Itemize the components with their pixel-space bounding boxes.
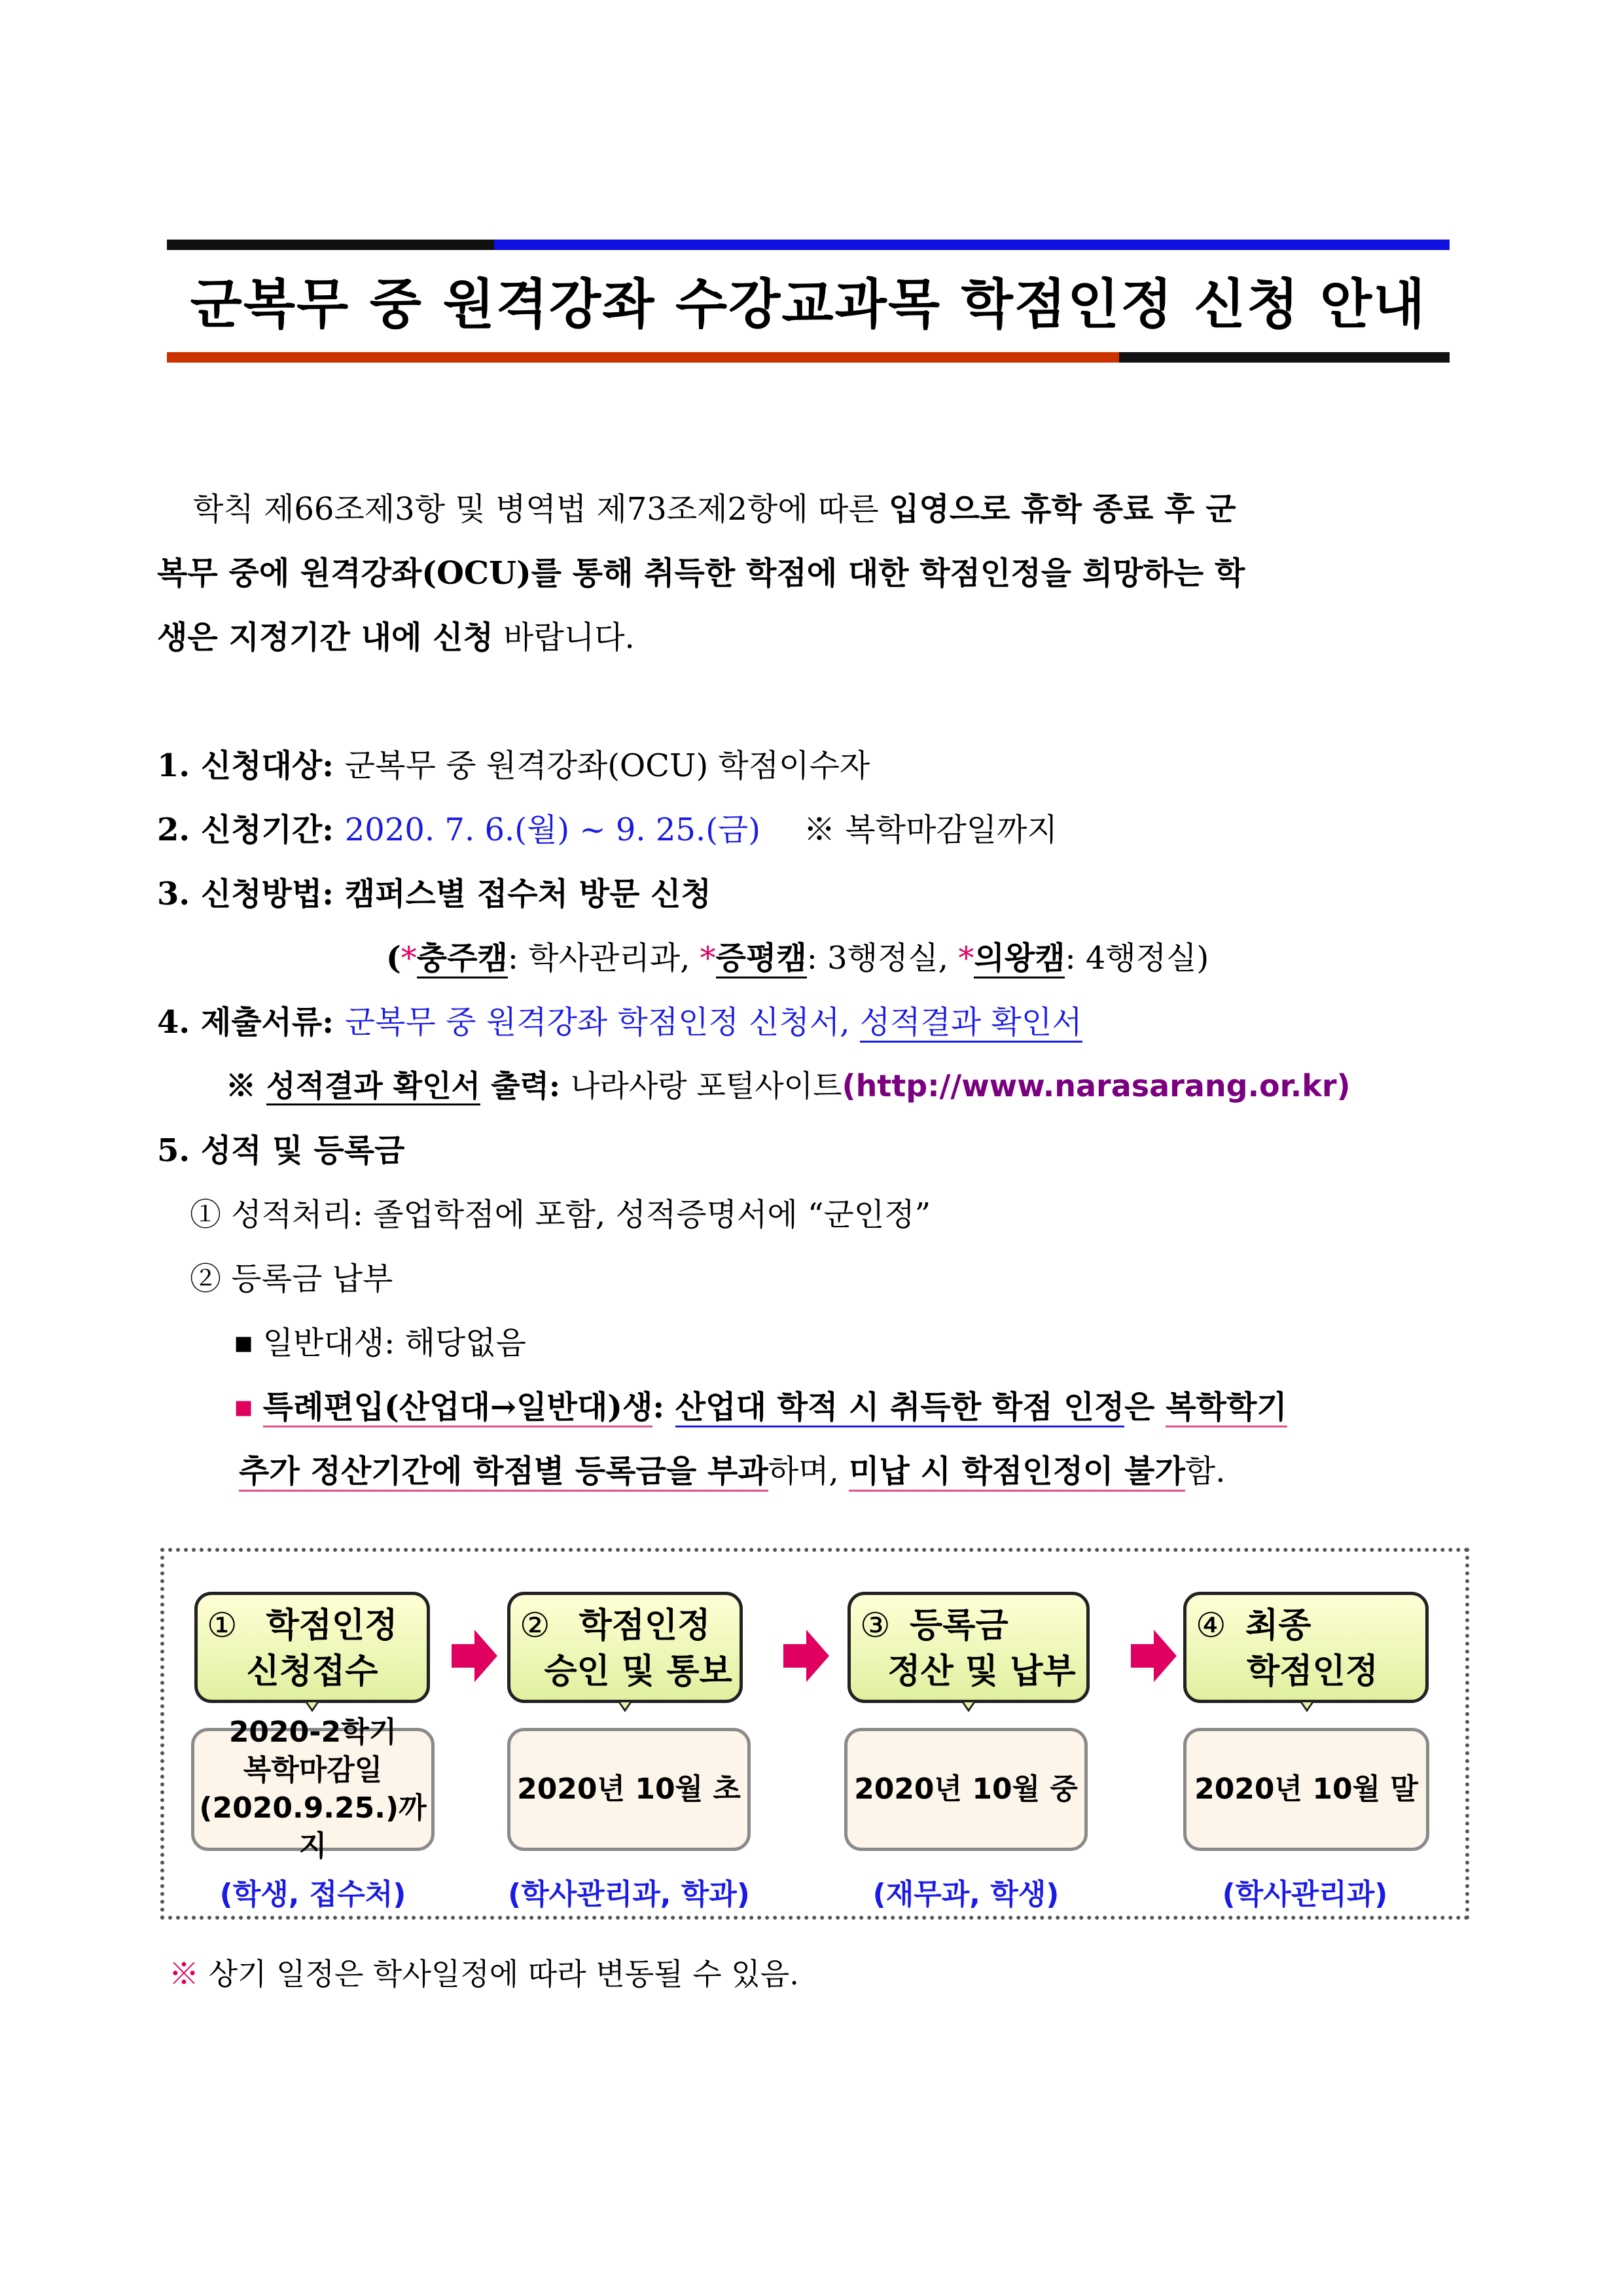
item-method	[157, 878, 711, 910]
return-semester: 복학학기	[1166, 1389, 1287, 1427]
intro-line-1	[193, 491, 1236, 528]
note-print: 출력:	[480, 1068, 571, 1103]
intro-line-3	[157, 619, 635, 656]
document-application: 군복무 중 원격강좌 학점인정 신청서	[344, 1004, 840, 1041]
transfer-label: 특례편입(산업대→일반대)생	[263, 1389, 653, 1427]
footnote-text: 상기 일정은 학사일정에 따라 변동될 수 있음.	[199, 1956, 799, 1992]
step-1-date	[191, 1715, 435, 1863]
step-number: ①	[207, 1606, 238, 1645]
step-number: ②	[520, 1606, 550, 1645]
step-4-responsible: (학사관리과)	[1222, 1878, 1388, 1911]
document-grade-report: 성적결과 확인서	[860, 1004, 1082, 1043]
item-label: 4. 제출서류:	[157, 1004, 345, 1041]
step-3-responsible: (재무과, 학생)	[872, 1878, 1060, 1911]
intro-emphasis: 입영으로 휴학 종료 후 군	[889, 491, 1236, 528]
pointer-icon	[305, 1702, 319, 1712]
date-line: 2020년 10월 중	[854, 1772, 1078, 1806]
intro-text: 바랍니다.	[493, 619, 635, 656]
campus-uiwang-office: : 4행정실)	[1065, 940, 1209, 977]
step-title: 신청접수	[246, 1652, 378, 1691]
step-title: 학점인정	[579, 1606, 711, 1645]
item-label: 1. 신청대상:	[157, 747, 345, 784]
step-3-box	[847, 1592, 1090, 1703]
title-bar-top-black	[167, 240, 494, 250]
note-portal: 나라사랑 포털사이트	[570, 1068, 842, 1103]
ending: 함.	[1185, 1453, 1226, 1490]
title-bar-top-blue	[494, 240, 1450, 250]
star-icon: *	[958, 940, 974, 977]
campus-jeungpyeong-office: : 3행정실,	[806, 940, 959, 977]
period-dates: 2020. 7. 6.(월) ~ 9. 25.(금)	[344, 812, 761, 848]
pointer-icon	[1300, 1702, 1314, 1712]
item-value: 군복무 중 원격강좌(OCU) 학점이수자	[344, 747, 870, 784]
step-number: ③	[860, 1606, 891, 1645]
intro-emphasis: 생은 지정기간 내에 신청	[157, 619, 493, 656]
star-icon: *	[700, 940, 716, 977]
intro-text: 학칙 제66조제3항 및 병역법 제73조제2항에 따른	[193, 491, 889, 528]
step-4-box	[1183, 1592, 1429, 1703]
connector: 하며,	[768, 1453, 849, 1490]
item-label: 3. 신청방법:	[157, 876, 345, 912]
note-mark-icon: ※	[226, 1068, 267, 1103]
date-line: 복학마감일	[243, 1753, 383, 1787]
step-title: 등록금	[910, 1606, 1008, 1645]
step-2-date	[507, 1728, 751, 1851]
title-bar-bottom-red	[167, 352, 1119, 363]
step-number: ④	[1196, 1606, 1226, 1645]
item-value: 캠퍼스별 접수처 방문 신청	[344, 876, 711, 912]
regular-students	[234, 1327, 526, 1359]
pointer-icon	[618, 1702, 632, 1712]
step-1-responsible: (학생, 접수처)	[219, 1878, 406, 1911]
bullet-icon: ■	[234, 1396, 253, 1419]
date-line: (2020.9.25.)까지	[199, 1791, 427, 1863]
transfer-students-cont	[239, 1453, 1226, 1490]
note-mark-icon: ※	[169, 1956, 199, 1992]
separator: ,	[840, 1004, 860, 1041]
step-3-date	[844, 1728, 1088, 1851]
intro-line-2: 복무 중에 원격강좌(OCU)를 통해 취득한 학점에 대한 학점인정을 희망하는 학	[157, 555, 1245, 592]
fee-payment: ② 등록금 납부	[190, 1261, 393, 1297]
paren: )	[1336, 1068, 1351, 1103]
paren: (	[842, 1068, 856, 1103]
step-2-responsible: (학사관리과, 학과)	[508, 1878, 750, 1911]
date-line: 2020년 10월 초	[517, 1772, 741, 1806]
non-payment: 미납 시 학점인정이 불가	[849, 1453, 1185, 1492]
regular-students-text: 일반대생: 해당없음	[262, 1325, 526, 1361]
title-bar-bottom-black	[1119, 352, 1450, 363]
step-title: 학점인정	[1247, 1652, 1378, 1691]
step-4-date	[1183, 1728, 1429, 1851]
arrow-right-icon	[1131, 1630, 1177, 1682]
arrow-right-icon	[783, 1630, 829, 1682]
star-icon: *	[401, 940, 417, 977]
campus-uiwang: 의왕캠	[974, 940, 1065, 978]
step-title: 정산 및 납부	[887, 1652, 1076, 1691]
step-title: 승인 및 통보	[544, 1652, 732, 1691]
page-title: 군복무 중 원격강좌 수강교과목 학점인정 신청 안내	[190, 274, 1427, 336]
paren: (	[386, 940, 401, 977]
grade-processing: ① 성적처리: 졸업학점에 포함, 성적증명서에 “군인정”	[190, 1196, 931, 1233]
campus-chungju-office: : 학사관리과,	[507, 940, 700, 977]
particle: 은	[1124, 1389, 1166, 1426]
portal-link[interactable]: http://www.narasarang.or.kr	[855, 1068, 1337, 1103]
pointer-icon	[961, 1702, 976, 1712]
arrow-right-icon	[452, 1630, 497, 1682]
print-note	[226, 1068, 1351, 1103]
footnote	[169, 1956, 799, 1992]
item-grades-fees: 5. 성적 및 등록금	[157, 1132, 405, 1169]
item-documents	[157, 1004, 1082, 1041]
note-grade-report: 성적결과 확인서	[266, 1068, 480, 1105]
campus-list	[386, 940, 1209, 977]
date-line: 2020-2학기	[228, 1715, 397, 1749]
item-target	[157, 747, 870, 784]
transfer-students	[234, 1389, 1287, 1426]
transfer-credit: 산업대 학적 시 취득한 학점 인정	[675, 1389, 1124, 1427]
fee-charge: 추가 정산기간에 학점별 등록금을 부과	[239, 1453, 768, 1492]
colon: :	[652, 1389, 675, 1426]
step-2-box	[507, 1592, 743, 1703]
step-title: 최종	[1245, 1606, 1311, 1645]
campus-jeungpyeong: 증평캠	[716, 940, 807, 978]
bullet-icon: ■	[234, 1332, 253, 1355]
step-title: 학점인정	[266, 1606, 398, 1645]
step-1-box	[194, 1592, 430, 1703]
period-note: ※ 복학마감일까지	[804, 812, 1058, 848]
item-period	[157, 814, 1058, 846]
campus-chungju: 충주캠	[417, 940, 508, 978]
item-label: 2. 신청기간:	[157, 812, 345, 848]
date-line: 2020년 10월 말	[1194, 1772, 1418, 1806]
